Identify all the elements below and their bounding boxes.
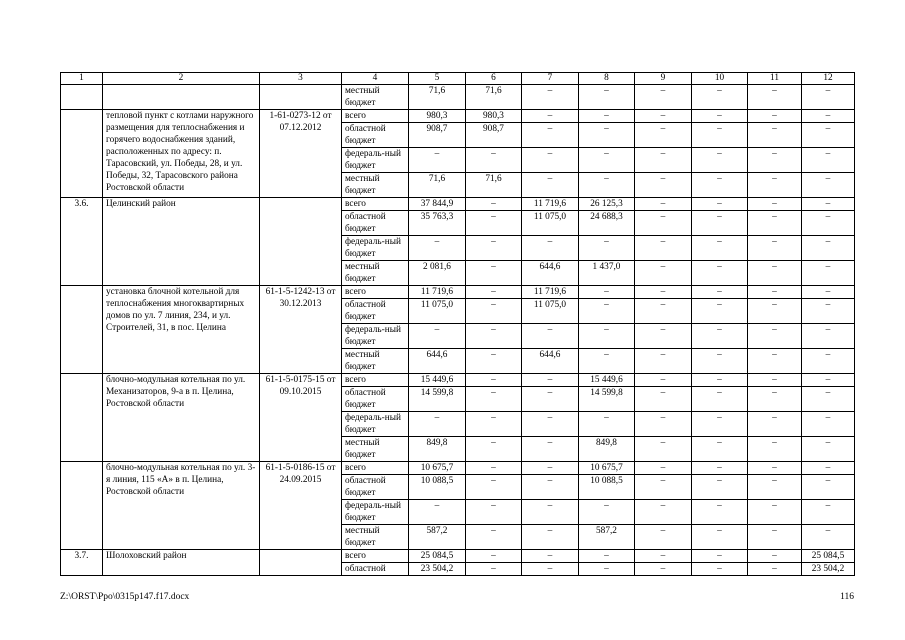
amount-cell: – (635, 525, 692, 550)
table-row (61, 550, 855, 563)
amount-cell: – (748, 110, 802, 123)
funding-source: федераль-ный бюджет (342, 236, 409, 261)
funding-source: областной бюджет (342, 387, 409, 412)
amount-cell: – (635, 148, 692, 173)
amount-cell: – (692, 211, 748, 236)
funding-source: местный бюджет (342, 173, 409, 198)
amount-cell: 644,6 (409, 349, 466, 374)
amount-cell: – (579, 563, 635, 576)
amount-cell: – (522, 85, 579, 110)
amount-cell: 11 075,0 (522, 299, 579, 324)
amount-cell: – (802, 349, 855, 374)
funding-source: областной бюджет (342, 211, 409, 236)
amount-cell: 23 504,2 (409, 563, 466, 576)
object-name (103, 85, 260, 110)
table-row (61, 462, 855, 475)
amount-cell: – (579, 286, 635, 299)
amount-cell: – (466, 475, 522, 500)
funding-source: местный бюджет (342, 85, 409, 110)
amount-cell: 980,3 (409, 110, 466, 123)
amount-cell: – (692, 349, 748, 374)
column-header: 11 (748, 73, 802, 85)
amount-cell: 37 844,9 (409, 198, 466, 211)
amount-cell: – (802, 123, 855, 148)
amount-cell: – (692, 437, 748, 462)
amount-cell: 14 599,8 (409, 387, 466, 412)
object-name: установка блочной котельной для теплоснабжения многоквартирных домов по ул. 7 линия, 234, и ул. Строителей, 31, в пос. Целина (103, 286, 260, 374)
amount-cell: 1 437,0 (579, 261, 635, 286)
amount-cell: 26 125,3 (579, 198, 635, 211)
item-number (61, 374, 103, 462)
amount-cell: – (692, 261, 748, 286)
object-name: Целинский район (103, 198, 260, 286)
amount-cell: – (748, 198, 802, 211)
document-number: 61-1-5-1242-13 от 30.12.2013 (260, 286, 342, 374)
amount-cell: – (409, 236, 466, 261)
amount-cell: – (466, 148, 522, 173)
amount-cell: – (579, 85, 635, 110)
amount-cell: – (802, 148, 855, 173)
amount-cell: – (692, 563, 748, 576)
funding-source: всего (342, 286, 409, 299)
amount-cell: 2 081,6 (409, 261, 466, 286)
funding-source: всего (342, 462, 409, 475)
amount-cell: – (635, 349, 692, 374)
amount-cell: – (579, 324, 635, 349)
table-row (61, 374, 855, 387)
amount-cell: – (466, 550, 522, 563)
amount-cell: – (748, 286, 802, 299)
amount-cell: – (635, 261, 692, 286)
object-name: блочно-модульная котельная по ул. 3-я линия, 115 «А» в п. Целина, Ростовской области (103, 462, 260, 550)
document-number (260, 550, 342, 576)
object-name: блочно-модульная котельная по ул. Механизаторов, 9-а в п. Целина, Ростовской области (103, 374, 260, 462)
amount-cell: – (802, 475, 855, 500)
column-header: 1 (61, 73, 103, 85)
column-header: 4 (342, 73, 409, 85)
amount-cell: – (579, 236, 635, 261)
funding-source: всего (342, 198, 409, 211)
amount-cell: – (802, 387, 855, 412)
column-header: 12 (802, 73, 855, 85)
amount-cell: – (748, 236, 802, 261)
amount-cell: – (692, 412, 748, 437)
amount-cell: – (635, 198, 692, 211)
amount-cell: – (692, 236, 748, 261)
amount-cell: – (748, 324, 802, 349)
table-body (61, 73, 855, 576)
funding-source: местный бюджет (342, 437, 409, 462)
amount-cell: – (466, 374, 522, 387)
amount-cell: – (692, 324, 748, 349)
amount-cell: – (522, 437, 579, 462)
item-number (61, 462, 103, 550)
amount-cell: – (748, 349, 802, 374)
amount-cell: 71,6 (409, 173, 466, 198)
amount-cell: 587,2 (579, 525, 635, 550)
amount-cell: – (635, 299, 692, 324)
amount-cell: – (522, 123, 579, 148)
amount-cell: – (748, 148, 802, 173)
amount-cell: – (522, 500, 579, 525)
amount-cell: – (635, 286, 692, 299)
amount-cell: – (692, 500, 748, 525)
amount-cell: – (522, 148, 579, 173)
column-header: 7 (522, 73, 579, 85)
amount-cell: – (635, 412, 692, 437)
amount-cell: – (692, 286, 748, 299)
amount-cell: 35 763,3 (409, 211, 466, 236)
amount-cell: – (748, 374, 802, 387)
amount-cell: – (802, 500, 855, 525)
amount-cell: – (748, 387, 802, 412)
amount-cell: – (748, 462, 802, 475)
amount-cell: 644,6 (522, 349, 579, 374)
amount-cell: 23 504,2 (802, 563, 855, 576)
amount-cell: – (409, 148, 466, 173)
amount-cell: – (802, 110, 855, 123)
amount-cell: – (692, 110, 748, 123)
amount-cell: – (802, 236, 855, 261)
amount-cell: – (802, 437, 855, 462)
amount-cell: – (635, 173, 692, 198)
amount-cell: 10 088,5 (579, 475, 635, 500)
amount-cell: – (466, 462, 522, 475)
funding-source: федераль-ный бюджет (342, 412, 409, 437)
amount-cell: – (466, 525, 522, 550)
amount-cell: – (802, 412, 855, 437)
amount-cell: – (635, 563, 692, 576)
funding-source: федераль-ный бюджет (342, 500, 409, 525)
amount-cell: – (466, 286, 522, 299)
amount-cell: – (692, 85, 748, 110)
amount-cell: – (466, 500, 522, 525)
funding-source: областной бюджет (342, 475, 409, 500)
amount-cell: – (692, 550, 748, 563)
amount-cell: – (748, 85, 802, 110)
funding-source: всего (342, 374, 409, 387)
funding-source: местный бюджет (342, 525, 409, 550)
item-number: 3.6. (61, 198, 103, 286)
amount-cell: – (579, 349, 635, 374)
document-number: 61-1-5-0175-15 от 09.10.2015 (260, 374, 342, 462)
amount-cell: – (522, 412, 579, 437)
amount-cell: 10 088,5 (409, 475, 466, 500)
object-name: Шолоховский район (103, 550, 260, 576)
column-header: 5 (409, 73, 466, 85)
amount-cell: 25 084,5 (409, 550, 466, 563)
amount-cell: – (692, 123, 748, 148)
amount-cell: – (635, 550, 692, 563)
amount-cell: – (748, 500, 802, 525)
amount-cell: – (522, 475, 579, 500)
amount-cell: – (635, 110, 692, 123)
amount-cell: – (635, 387, 692, 412)
funding-source: областной бюджет (342, 123, 409, 148)
column-header: 3 (260, 73, 342, 85)
amount-cell: – (748, 261, 802, 286)
amount-cell: – (692, 173, 748, 198)
amount-cell: – (802, 374, 855, 387)
amount-cell: 71,6 (466, 85, 522, 110)
amount-cell: – (748, 173, 802, 198)
amount-cell: – (748, 563, 802, 576)
amount-cell: 908,7 (409, 123, 466, 148)
amount-cell: 25 084,5 (802, 550, 855, 563)
amount-cell: – (466, 387, 522, 412)
amount-cell: – (635, 374, 692, 387)
amount-cell: – (522, 374, 579, 387)
amount-cell: – (579, 148, 635, 173)
column-header: 10 (692, 73, 748, 85)
amount-cell: – (635, 475, 692, 500)
amount-cell: – (635, 85, 692, 110)
amount-cell: – (748, 475, 802, 500)
amount-cell: 644,6 (522, 261, 579, 286)
amount-cell: – (579, 299, 635, 324)
amount-cell: – (802, 198, 855, 211)
amount-cell: – (802, 299, 855, 324)
funding-source: областной (342, 563, 409, 576)
amount-cell: – (802, 211, 855, 236)
amount-cell: – (522, 387, 579, 412)
amount-cell: – (522, 173, 579, 198)
amount-cell: – (802, 462, 855, 475)
document-number (260, 198, 342, 286)
amount-cell: – (466, 211, 522, 236)
amount-cell: – (635, 500, 692, 525)
funding-source: всего (342, 550, 409, 563)
funding-source: федераль-ный бюджет (342, 324, 409, 349)
amount-cell: 980,3 (466, 110, 522, 123)
object-name: тепловой пункт с котлами наружного размещения для теплоснабжения и горячего водоснабжения зданий, расположенных по адресу: п. Тарасовский, ул. Победы, 28, и ул. Победы, 32, Тарасовского района Ростовской области (103, 110, 260, 198)
funding-source: федераль-ный бюджет (342, 148, 409, 173)
amount-cell: 11 075,0 (409, 299, 466, 324)
column-header: 9 (635, 73, 692, 85)
amount-cell: – (802, 85, 855, 110)
amount-cell: – (466, 349, 522, 374)
column-header: 8 (579, 73, 635, 85)
amount-cell: – (802, 525, 855, 550)
amount-cell: – (409, 500, 466, 525)
amount-cell: – (522, 110, 579, 123)
amount-cell: – (748, 412, 802, 437)
amount-cell: – (692, 299, 748, 324)
amount-cell: – (579, 550, 635, 563)
amount-cell: – (692, 198, 748, 211)
amount-cell: – (522, 462, 579, 475)
amount-cell: – (522, 563, 579, 576)
amount-cell: 15 449,6 (409, 374, 466, 387)
amount-cell: – (635, 123, 692, 148)
funding-source: всего (342, 110, 409, 123)
amount-cell: 71,6 (466, 173, 522, 198)
amount-cell: – (466, 236, 522, 261)
amount-cell: – (802, 324, 855, 349)
amount-cell: – (466, 261, 522, 286)
amount-cell: 10 675,7 (409, 462, 466, 475)
amount-cell: – (522, 324, 579, 349)
amount-cell: – (579, 173, 635, 198)
amount-cell: – (692, 525, 748, 550)
funding-source: местный бюджет (342, 261, 409, 286)
item-number (61, 110, 103, 198)
amount-cell: – (522, 236, 579, 261)
amount-cell: – (466, 412, 522, 437)
amount-cell: – (635, 236, 692, 261)
amount-cell: – (692, 475, 748, 500)
amount-cell: – (409, 324, 466, 349)
amount-cell: – (692, 462, 748, 475)
amount-cell: – (409, 412, 466, 437)
amount-cell: – (802, 286, 855, 299)
amount-cell: – (748, 525, 802, 550)
amount-cell: – (635, 324, 692, 349)
amount-cell: 908,7 (466, 123, 522, 148)
amount-cell: 14 599,8 (579, 387, 635, 412)
amount-cell: – (802, 173, 855, 198)
document-number (260, 85, 342, 110)
amount-cell: 10 675,7 (579, 462, 635, 475)
amount-cell: – (579, 412, 635, 437)
amount-cell: 15 449,6 (579, 374, 635, 387)
amount-cell: – (692, 148, 748, 173)
page-number: 116 (840, 592, 854, 602)
item-number (61, 85, 103, 110)
file-path: Z:\ORST\Ppo\0315p147.f17.docx (60, 592, 190, 602)
document-number: 1-61-0273-12 от 07.12.2012 (260, 110, 342, 198)
amount-cell: – (579, 110, 635, 123)
amount-cell: – (748, 211, 802, 236)
amount-cell: – (466, 198, 522, 211)
amount-cell: – (802, 261, 855, 286)
amount-cell: 849,8 (579, 437, 635, 462)
table-row (61, 286, 855, 299)
amount-cell: 24 688,3 (579, 211, 635, 236)
column-header: 6 (466, 73, 522, 85)
amount-cell: – (692, 374, 748, 387)
amount-cell: – (579, 500, 635, 525)
budget-table (60, 72, 855, 576)
amount-cell: – (466, 299, 522, 324)
amount-cell: – (692, 387, 748, 412)
amount-cell: – (635, 211, 692, 236)
amount-cell: 11 719,6 (522, 286, 579, 299)
amount-cell: 11 075,0 (522, 211, 579, 236)
header-row (61, 73, 855, 85)
amount-cell: 587,2 (409, 525, 466, 550)
amount-cell: – (635, 462, 692, 475)
item-number: 3.7. (61, 550, 103, 576)
amount-cell: – (522, 525, 579, 550)
amount-cell: 849,8 (409, 437, 466, 462)
table-row (61, 110, 855, 123)
table-row (61, 198, 855, 211)
amount-cell: – (635, 437, 692, 462)
amount-cell: 71,6 (409, 85, 466, 110)
amount-cell: – (466, 437, 522, 462)
amount-cell: 11 719,6 (409, 286, 466, 299)
document-number: 61-1-5-0186-15 от 24.09.2015 (260, 462, 342, 550)
amount-cell: 11 719,6 (522, 198, 579, 211)
amount-cell: – (748, 437, 802, 462)
amount-cell: – (748, 123, 802, 148)
table-row (61, 85, 855, 110)
amount-cell: – (522, 550, 579, 563)
amount-cell: – (579, 123, 635, 148)
funding-source: областной бюджет (342, 299, 409, 324)
amount-cell: – (748, 299, 802, 324)
amount-cell: – (466, 324, 522, 349)
amount-cell: – (466, 563, 522, 576)
column-header: 2 (103, 73, 260, 85)
item-number (61, 286, 103, 374)
amount-cell: – (748, 550, 802, 563)
funding-source: местный бюджет (342, 349, 409, 374)
